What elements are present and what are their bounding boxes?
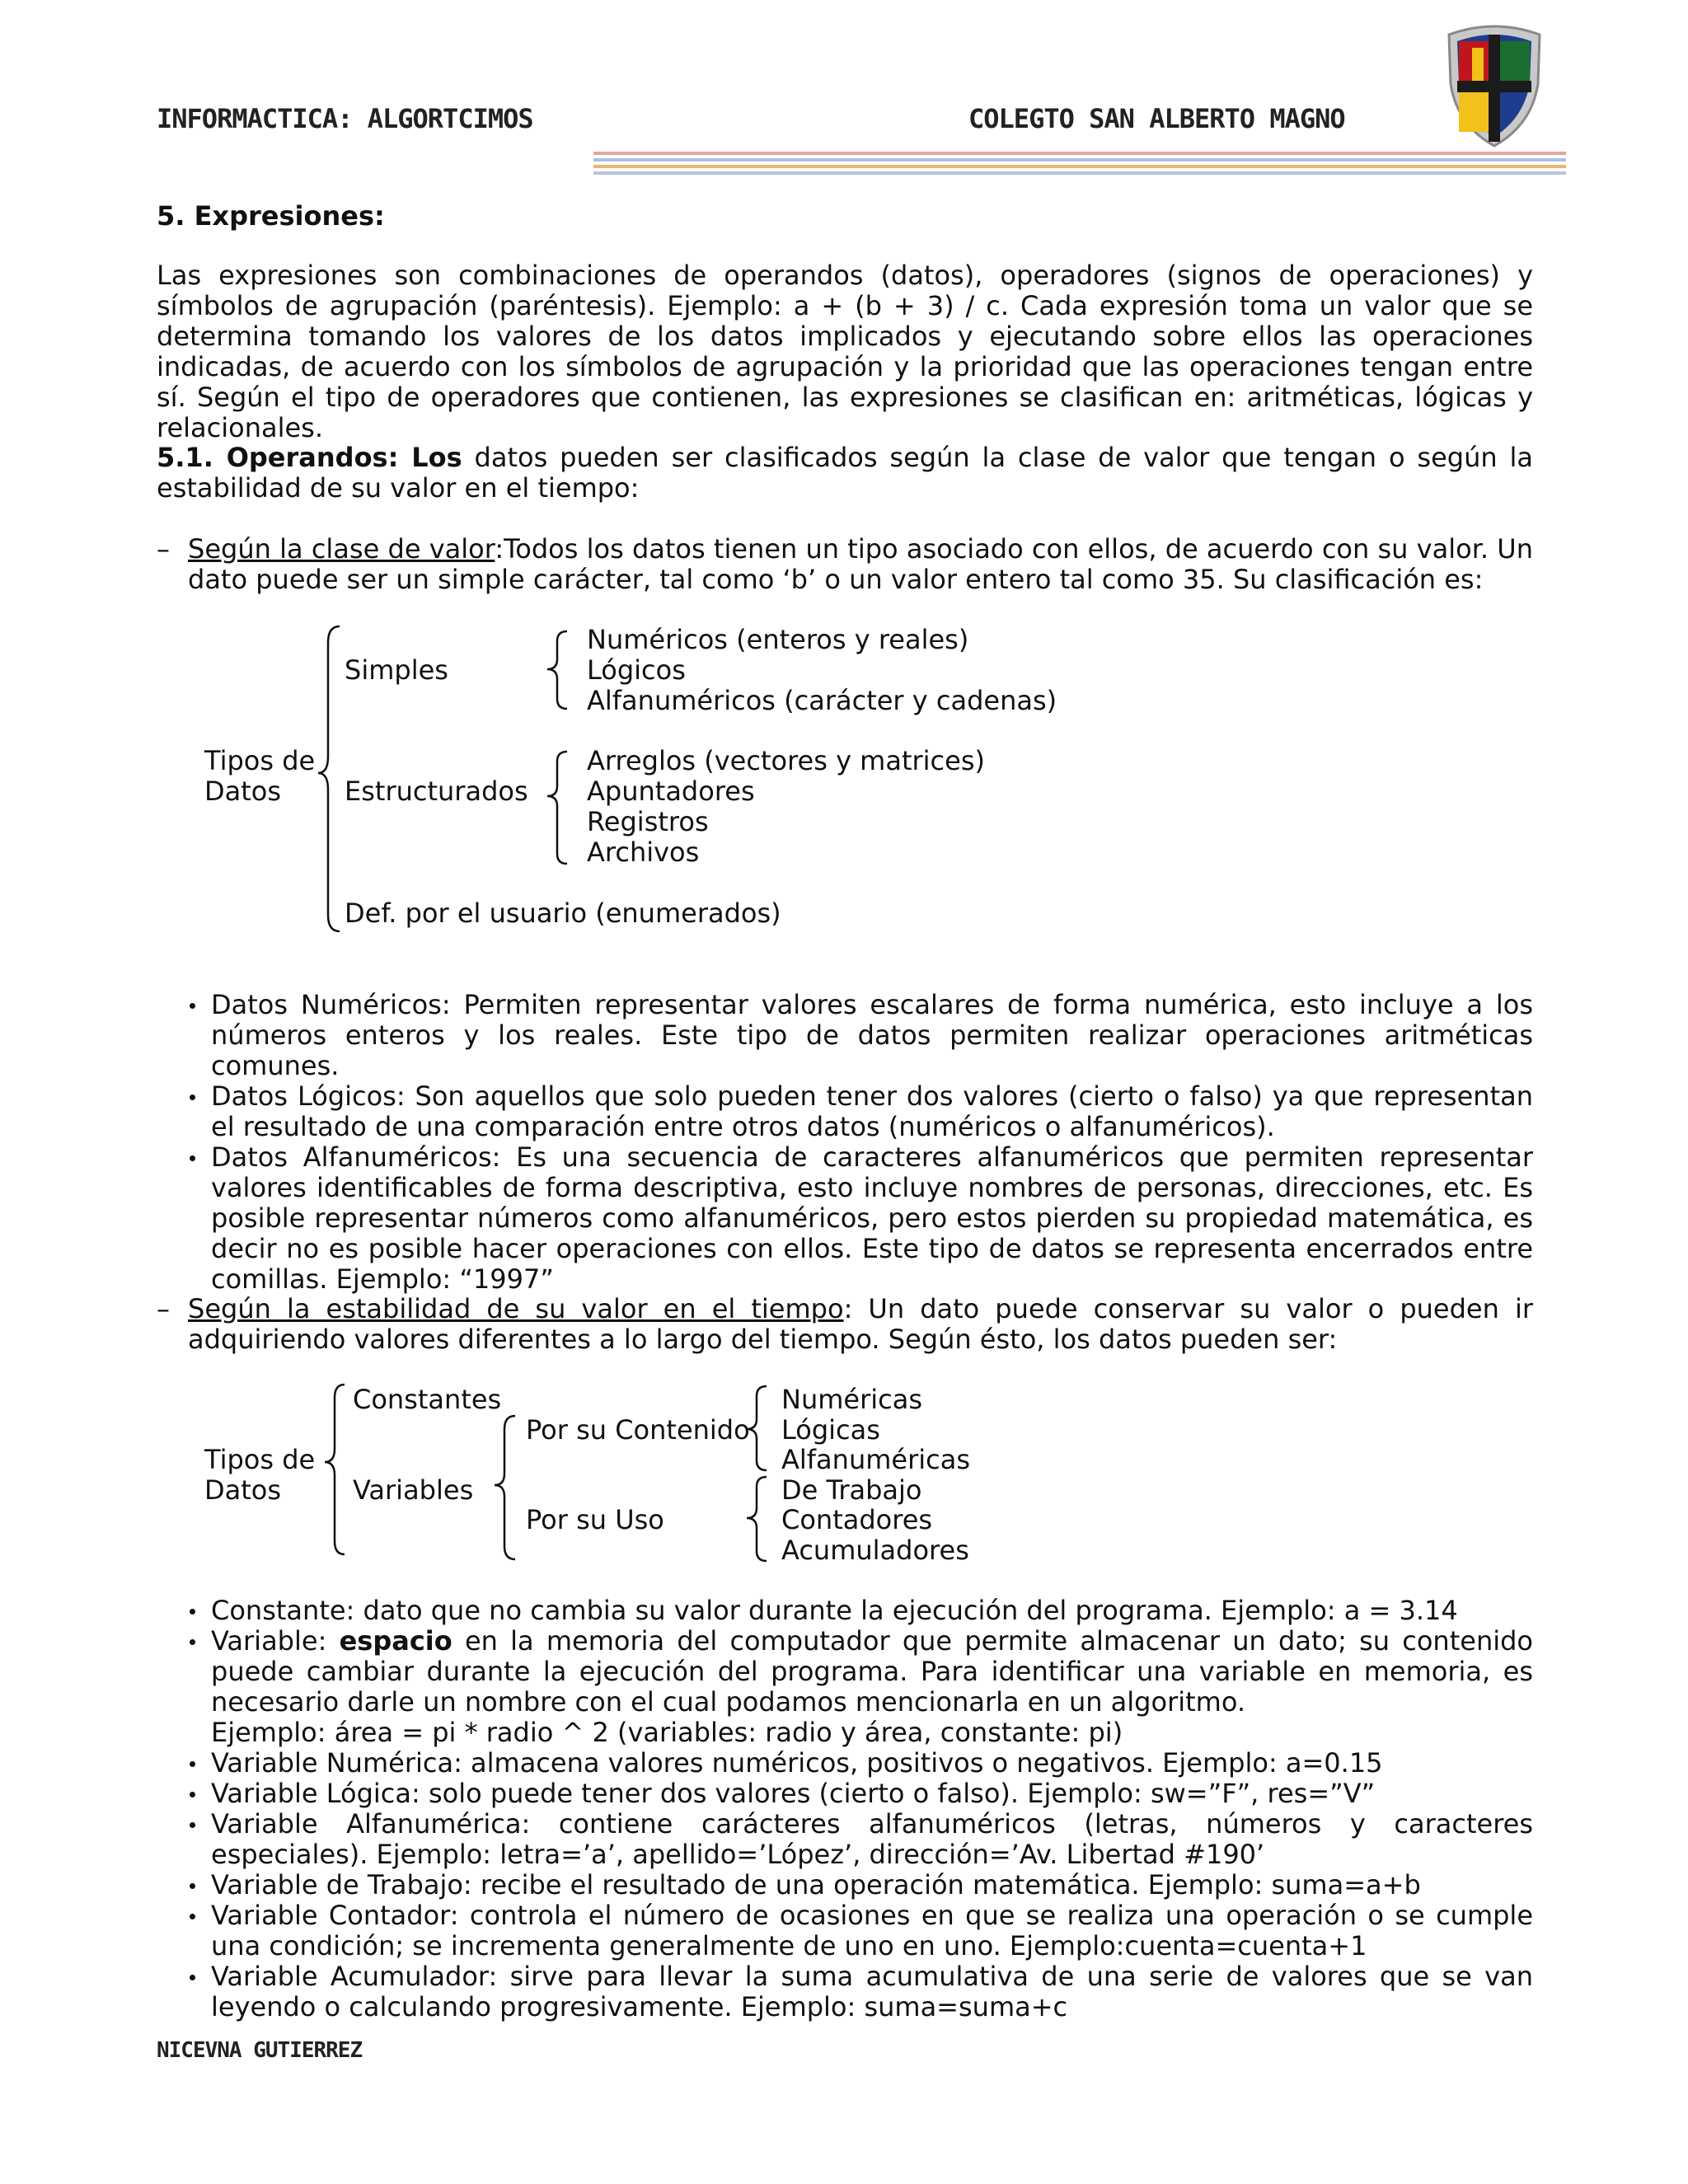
variable-example: Ejemplo: área = pi * radio ^ 2 (variables: radio y área, constante: pi) bbox=[211, 1717, 1123, 1748]
list-item: Datos Alfanuméricos: Es una secuencia de caracteres alfanuméricos que permiten representar valores identificables de forma descriptiva, esto incluye nombres de personas, direcciones, etc. Es posible representar números como alfanuméricos, pero estos pierden su propiedad matemática, es decir no es posible hacer operaciones con ellos. Este tipo de datos se representa encerrados entre comillas. Ejemplo: “1997” bbox=[181, 1142, 1533, 1295]
diagram2-leaf: De Trabajo bbox=[781, 1474, 922, 1506]
diagram2-leaf: Contadores bbox=[781, 1504, 933, 1535]
diagram2-leaf: Acumuladores bbox=[781, 1535, 969, 1566]
constante-text: dato que no cambia su valor durante la ejecución del programa. Ejemplo: a = 3.14 bbox=[354, 1595, 1458, 1626]
diagram2-variables: Variables bbox=[353, 1474, 474, 1506]
diagram1-leaf: Apuntadores bbox=[587, 776, 755, 807]
list-item: Variable Lógica: solo puede tener dos valores (cierto o falso). Ejemplo: sw=”F”, res=”V” bbox=[181, 1779, 1533, 1809]
variables-bullets bbox=[181, 1596, 1533, 2022]
list-item bbox=[181, 1626, 1533, 1748]
stability-text: : Un dato puede conservar su valor o pueden ir adquiriendo valores diferentes a lo largo del tiempo. Según ésto, los datos pueden ser: bbox=[188, 1293, 1534, 1355]
operandos-text: datos pueden ser clasificados según la clase de valor que tengan o según la estabilidad de su valor en el tiempo: bbox=[157, 442, 1534, 504]
diagram1-leaf: Registros bbox=[587, 806, 709, 837]
list-item: Datos Numéricos: Permiten representar valores escalares de forma numérica, esto incluye a los números enteros y los reales. Este tipo de datos permiten realizar operaciones aritméticas comunes. bbox=[181, 990, 1533, 1081]
diagram1-usuario: Def. por el usuario (enumerados) bbox=[345, 898, 781, 929]
diagram2-uso: Por su Uso bbox=[526, 1504, 664, 1535]
section-heading: 5. Expresiones: bbox=[157, 200, 385, 232]
diagram1-estructurados: Estructurados bbox=[345, 776, 528, 807]
class-value-title: Según la clase de valor bbox=[188, 533, 495, 565]
diagram2-root: Datos bbox=[204, 1474, 282, 1506]
diagram1-simples: Simples bbox=[345, 654, 448, 686]
list-item: Variable Numérica: almacena valores numéricos, positivos o negativos. Ejemplo: a=0.15 bbox=[181, 1748, 1533, 1779]
diagram1-root: Tipos de bbox=[204, 745, 316, 776]
list-item: Variable de Trabajo: recibe el resultado de una operación matemática. Ejemplo: suma=a+b bbox=[181, 1870, 1533, 1900]
diagram1-leaf: Lógicos bbox=[587, 654, 686, 686]
diagram1-leaf: Numéricos (enteros y reales) bbox=[587, 624, 969, 655]
stability-title: Según la estabilidad de su valor en el tiempo bbox=[188, 1293, 844, 1324]
header-right-title: COLEGTO SAN ALBERTO MAGNO bbox=[968, 103, 1345, 134]
diagram2-leaf: Alfanuméricas bbox=[781, 1444, 970, 1475]
variable-strong: espacio bbox=[339, 1625, 452, 1657]
list-item bbox=[181, 1596, 1533, 1626]
diagram1-leaf: Archivos bbox=[587, 837, 700, 868]
diagram2-leaf: Lógicas bbox=[781, 1414, 880, 1446]
list-item: Variable Acumulador: sirve para llevar la suma acumulativa de una serie de valores que se van leyendo o calculando progresivamente. Ejemplo: suma=suma+c bbox=[181, 1961, 1533, 2022]
diagram2-contenido: Por su Contenido bbox=[526, 1414, 750, 1446]
header-left-title: INFORMACTICA: ALGORTCIMOS bbox=[157, 103, 533, 134]
class-value-text: :Todos los datos tienen un tipo asociado con ellos, de acuerdo con su valor. Un dato puede ser un simple carácter, tal como ‘b’ o un valor entero tal como 35. Su clasificación es: bbox=[188, 533, 1534, 595]
list-item: Datos Lógicos: Son aquellos que solo pueden tener dos valores (cierto o falso) ya que representan el resultado de una comparación entre otros datos (numéricos o alfanuméricos). bbox=[181, 1081, 1533, 1142]
constante-term: Constante: bbox=[211, 1595, 355, 1626]
operandos-heading: 5.1. Operandos: Los bbox=[157, 442, 462, 473]
variable-term: Variable: bbox=[211, 1625, 327, 1657]
dash-marker: – bbox=[157, 533, 170, 565]
diagram2-leaf: Numéricas bbox=[781, 1384, 922, 1415]
diagram1-leaf: Arreglos (vectores y matrices) bbox=[587, 745, 985, 776]
list-item: Variable Alfanumérica: contiene carácteres alfanuméricos (letras, números y caracteres especiales). Ejemplo: letra=’a’, apellido=’López’, dirección=’Av. Libertad #190’ bbox=[181, 1809, 1533, 1870]
diagram1-root: Datos bbox=[204, 776, 282, 807]
intro-paragraph: Las expresiones son combinaciones de operandos (datos), operadores (signos de operaciones) y símbolos de agrupación (paréntesis). Ejemplo: a + (b + 3) / c. Cada expresión toma un valor que se determina tomando los valores de los datos implicados y ejecutando sobre ellos las operaciones indicadas, de acuerdo con los símbolos de agrupación y la prioridad que las operaciones tengan entre sí. Según el tipo de operadores que contienen, las expresiones se clasifican en: aritméticas, lógicas y relacionales. bbox=[157, 260, 1533, 443]
footer-author: NICEVNA GUTIERREZ bbox=[157, 2038, 363, 2063]
diagram2-root: Tipos de bbox=[204, 1444, 316, 1475]
diagram1-leaf: Alfanuméricos (carácter y cadenas) bbox=[587, 685, 1057, 716]
list-item: Variable Contador: controla el número de ocasiones en que se realiza una operación o se cumple una condición; se incrementa generalmente de uno en uno. Ejemplo:cuenta=cuenta+1 bbox=[181, 1900, 1533, 1961]
dash-marker: – bbox=[157, 1293, 170, 1324]
diagram2-constantes: Constantes bbox=[353, 1384, 502, 1415]
variable-text: en la memoria del computador que permite almacenar un dato; su contenido puede cambiar durante la ejecución del programa. Para identificar una variable en memoria, es necesario darle un nombre con el cual podamos mencionarla en un algoritmo. bbox=[211, 1625, 1533, 1718]
